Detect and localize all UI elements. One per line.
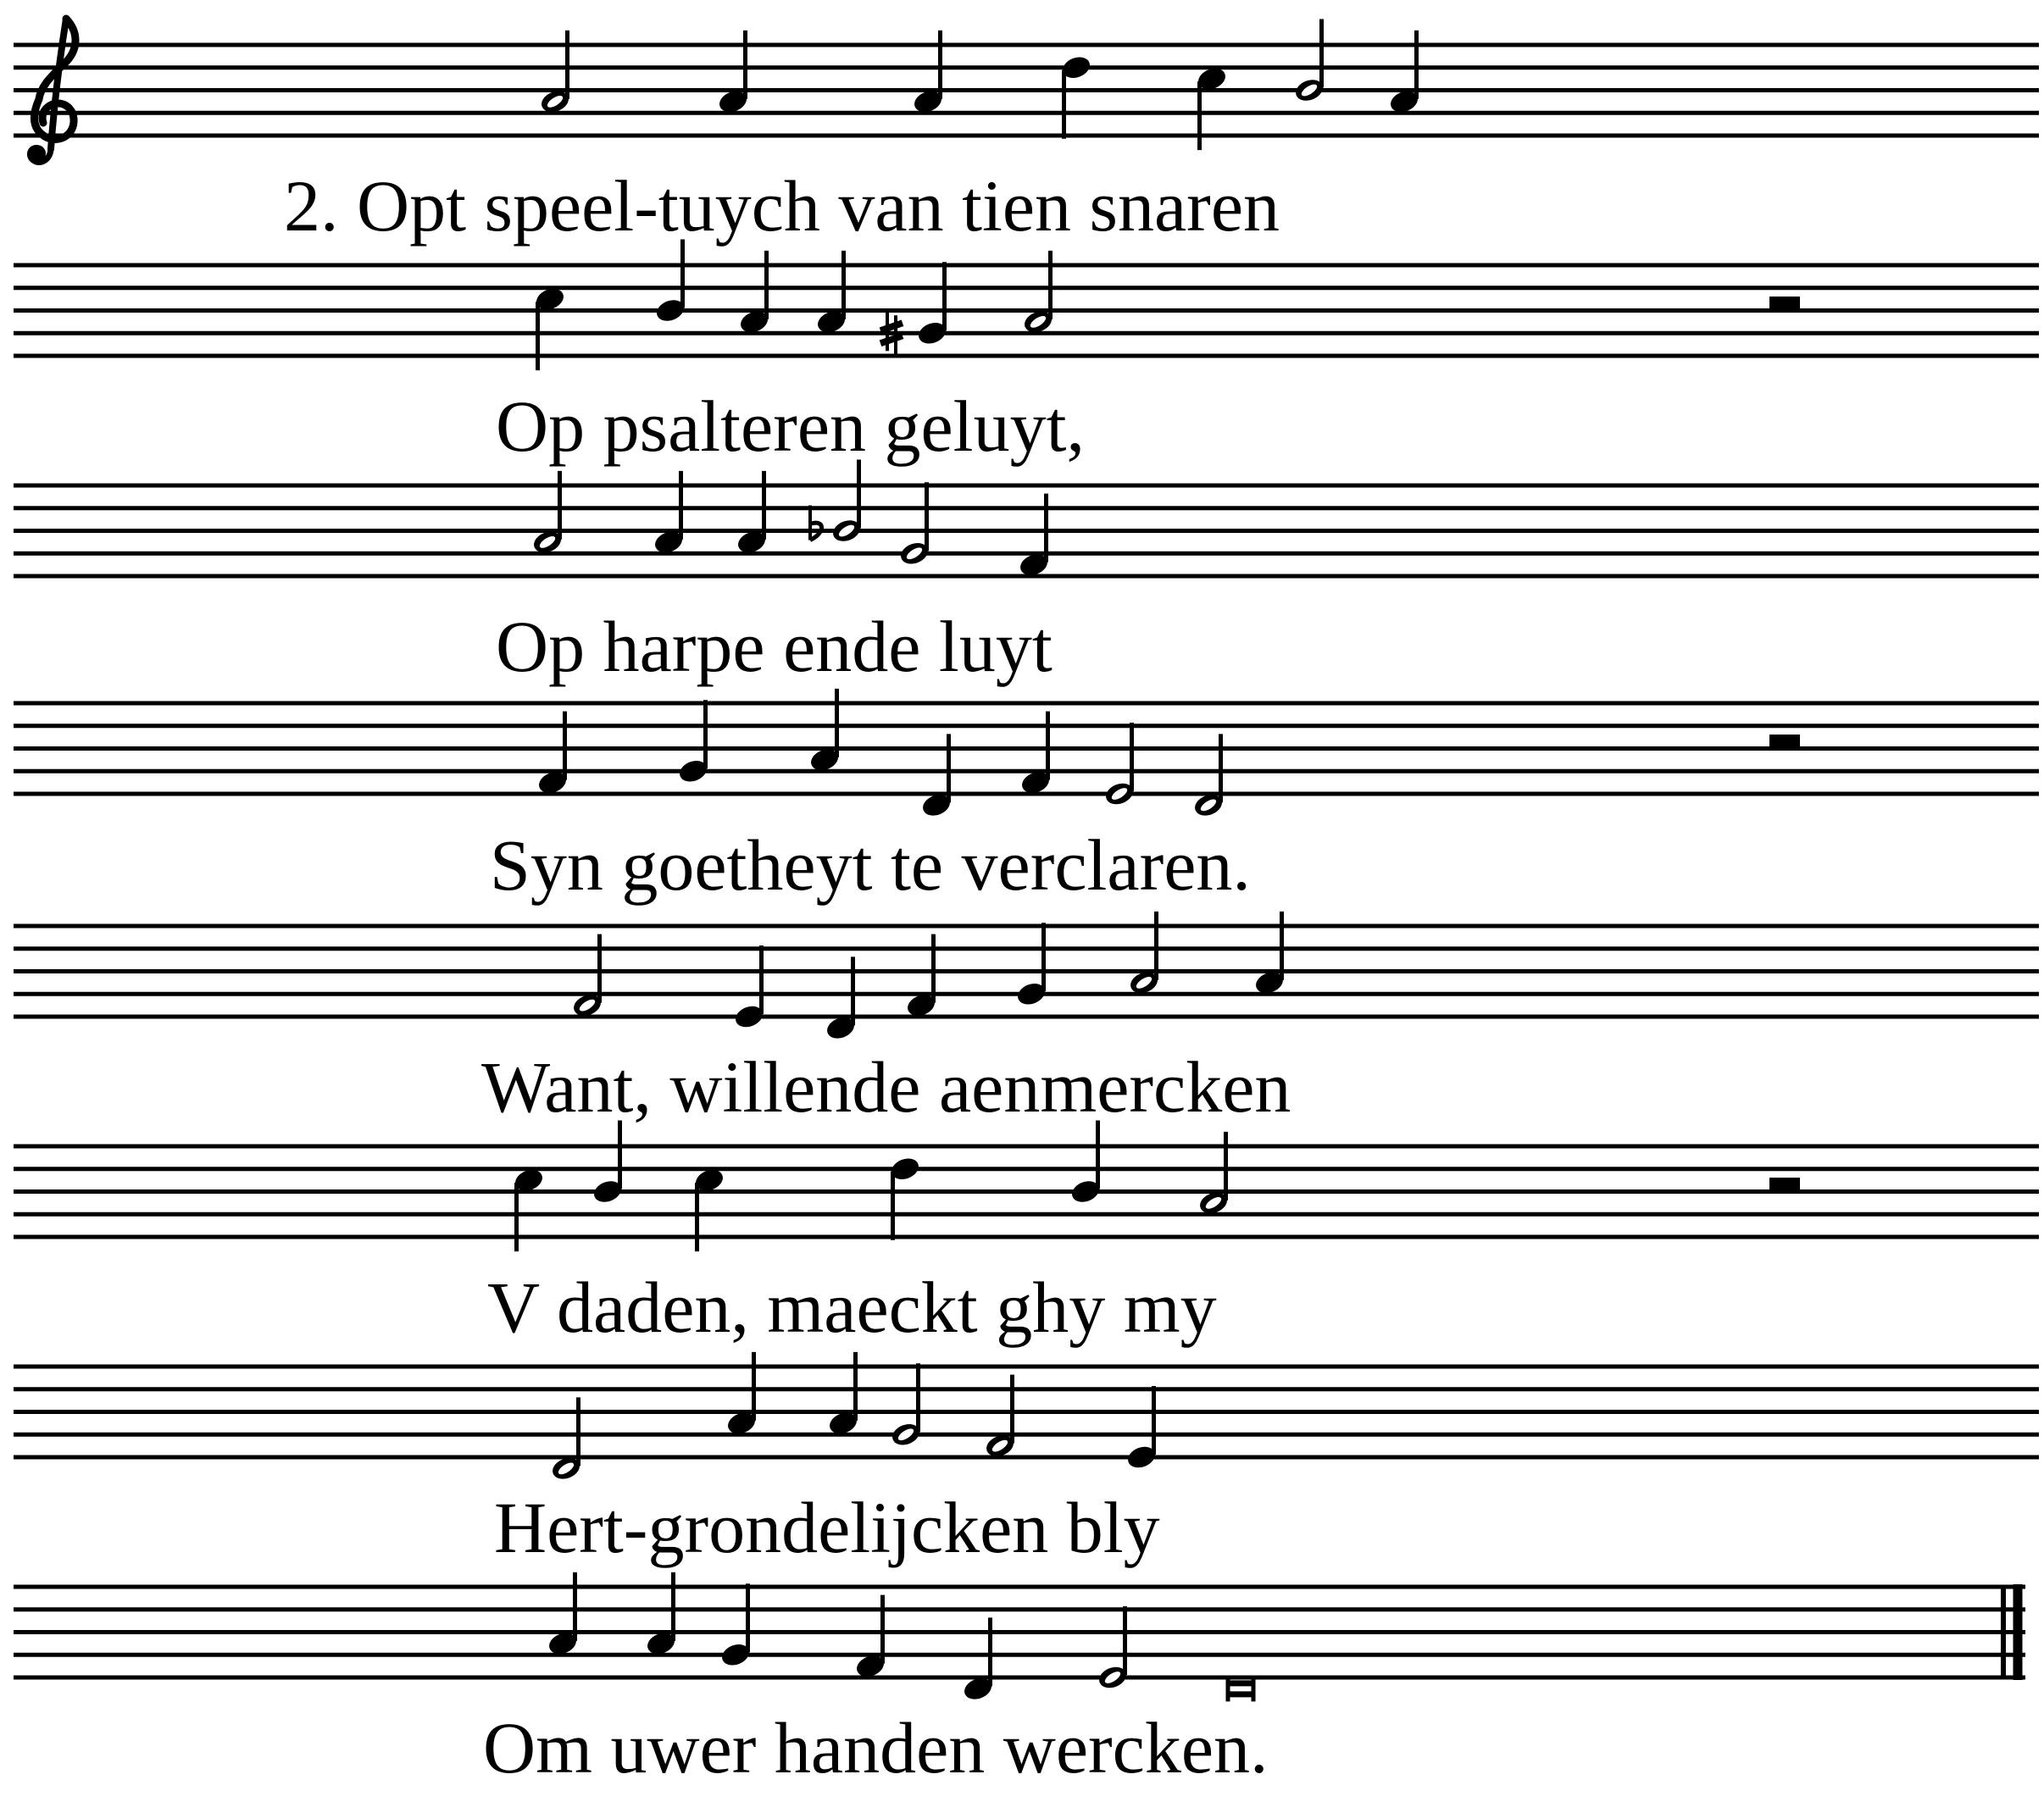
lyric-line-7: Hert-grondelijcken bly xyxy=(494,1487,1160,1568)
lyric-line-2: Op psalteren geluyt, xyxy=(496,385,1085,467)
lyric-line-3: Op harpe ende luyt xyxy=(496,606,1053,687)
lyric-line-8: Om uwer handen wercken. xyxy=(483,1707,1269,1788)
lyric-line-1: 2. Opt speel-tuych van tien snaren xyxy=(284,165,1280,247)
lyric-line-4: Syn goetheyt te verclaren. xyxy=(490,824,1251,906)
lyric-line-6: V daden, maeckt ghy my xyxy=(487,1267,1217,1348)
lyric-line-5: Want, willende aenmercken xyxy=(481,1046,1291,1128)
